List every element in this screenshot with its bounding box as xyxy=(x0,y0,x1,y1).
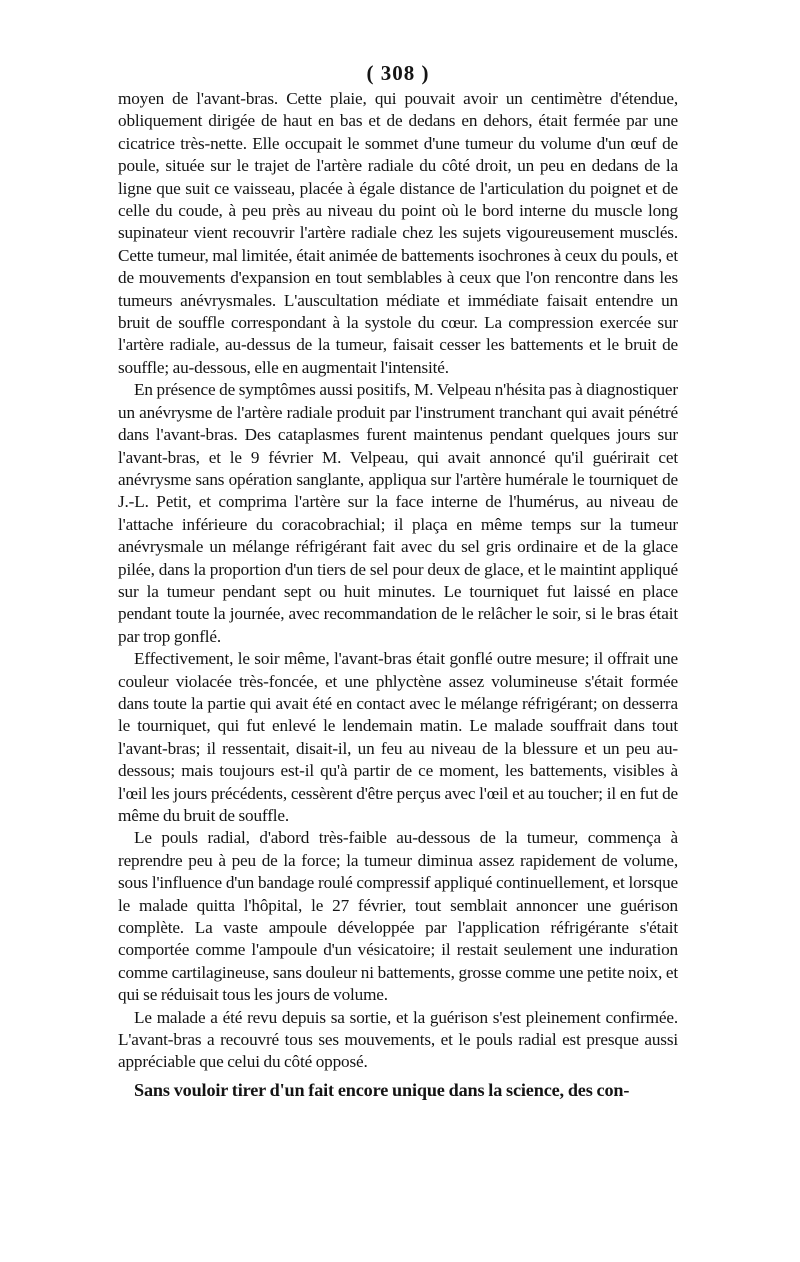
paragraph-diagnosis-treatment: En présence de symptômes aussi positifs, M. Velpeau n'hésita pas à diagnostiquer un anévrysme de l'artère radiale produit par l'instrument tranchant qui avait pénétré dans l'avant-bras. Des cataplasmes furent maintenus pendant quelques jours sur l'avant-bras, et le 9 février M. Velpeau, qui avait annoncé qu'il guérirait cet anévrysme sans opération sanglante, appliqua sur l'artère humérale le tourniquet de J.-L. Petit, et comprima l'artère sur la face interne de l'humérus, au niveau de l'attache inférieure du coracobrachial; il plaça en même temps sur la tumeur anévrysmale un mélange réfrigérant fait avec du sel gris ordinaire et de la glace pilée, dans la proportion d'un tiers de sel pour deux de glace, et le maintint appliqué sur la tumeur pendant sept ou huit minutes. Le tourniquet fut laissé en place pendant toute la journée, avec recommandation de le relâcher le soir, si le bras était par trop gonflé. xyxy=(118,380,678,646)
paragraph-evening-effects: Effectivement, le soir même, l'avant-bras était gonflé outre mesure; il offrait une couleur violacée très-foncée, et une phlyctène assez volumineuse s'était formée dans toute la partie qui avait été en contact avec le mélange réfrigérant; on desserra le tourniquet, qui fut enlevé le lendemain matin. Le malade souffrait dans tout l'avant-bras; il ressentait, disait-il, un feu au niveau de la blessure et un peu au-dessous; mais toujours est-il qu'à partir de ce moment, les battements, visibles à l'œil les jours précédents, cessèrent d'être perçus avec l'œil et au toucher; il en fut de même du bruit de souffle. xyxy=(118,649,678,825)
document-page xyxy=(118,58,678,1102)
paragraph-conclusion-start: Sans vouloir tirer d'un fait encore unique dans la science, des con- xyxy=(134,1079,630,1100)
paragraph-recovery: Le pouls radial, d'abord très-faible au-dessous de la tumeur, commença à reprendre peu à peu de la force; la tumeur diminua assez rapidement de volume, sous l'influence d'un bandage roulé compressif appliqué continuellement, et lorsque le malade quitta l'hôpital, le 27 février, tout semblait annoncer une guérison complète. La vaste ampoule développée par l'application réfrigérante s'était comportée comme l'ampoule d'un vésicatoire; il restait seulement une induration comme cartilagineuse, sans douleur ni battements, grosse comme une petite noix, et qui se réduisait tous les jours de volume. xyxy=(118,828,678,1005)
page-number: ( 308 ) xyxy=(366,61,430,85)
paragraph-follow-up: Le malade a été revu depuis sa sortie, et la guérison s'est pleinement confirmée. L'avant-bras a recouvré tous ses mouvements, et le pouls radial est presque aussi appréciable que celui du côté opposé. xyxy=(118,1007,678,1072)
paragraph-wound-description: moyen de l'avant-bras. Cette plaie, qui pouvait avoir un centimètre d'étendue, obliquement dirigée de haut en bas et de dedans en dehors, était fermée par une cicatrice très-nette. Elle occupait le sommet d'une tumeur du volume d'un œuf de poule, située sur le trajet de l'artère radiale du côté droit, un peu en dedans de la ligne que suit ce vaisseau, placée à égale distance de l'articulation du poignet et de celle du coude, à peu près au niveau du point où le bord interne du muscle long supinateur vient recouvrir l'artère radiale chez les sujets vigoureusement musclés. Cette tumeur, mal limitée, était animée de battements isochrones à ceux du pouls, et de mouvements d'expansion en tout semblables à ceux que l'on rencontre dans les tumeurs anévrysmales. L'auscultation médiate et immédiate faisait entendre un bruit de souffle correspondant à la systole du cœur. La compression exercée sur l'artère radiale, au-dessus de la tumeur, faisait cesser les battements et le bruit de souffle; au-dessous, elle en augmentait l'intensité. xyxy=(118,89,678,377)
